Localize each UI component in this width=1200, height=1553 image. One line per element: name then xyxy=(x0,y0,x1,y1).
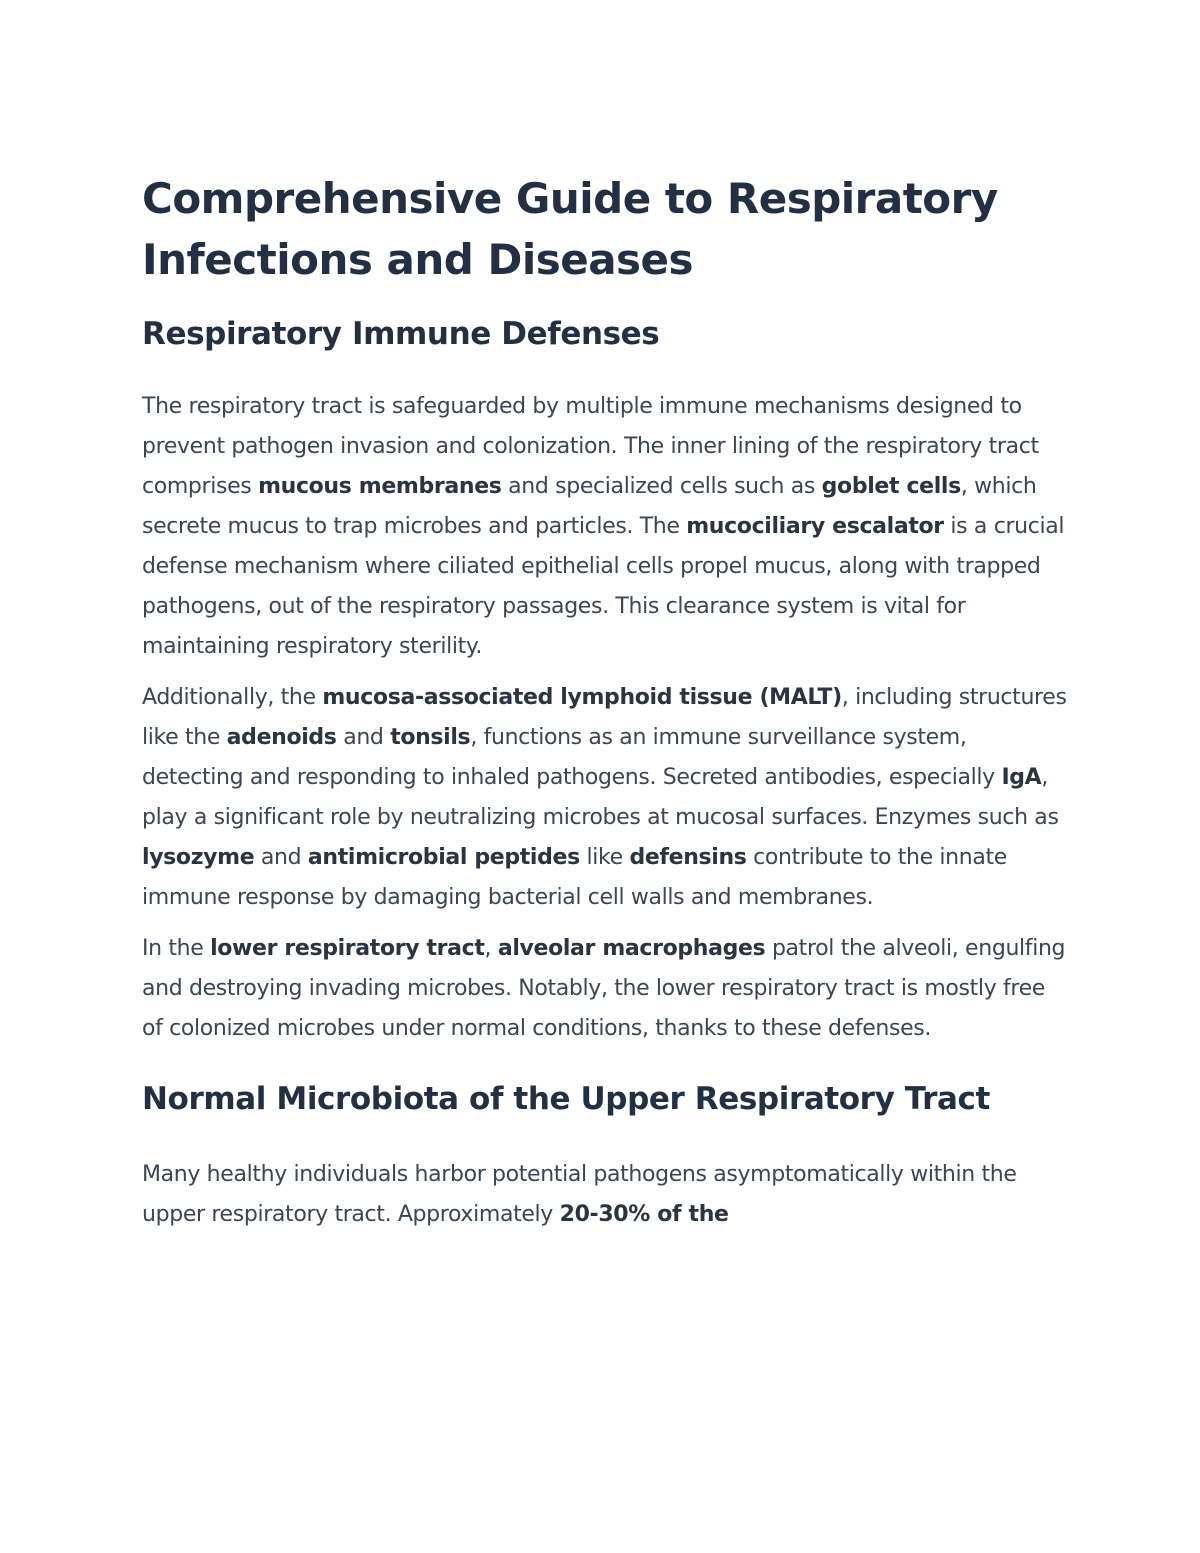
text-run: like xyxy=(579,845,630,870)
paragraph xyxy=(142,929,1072,1049)
text-run: and xyxy=(336,725,391,750)
text-run: and specialized cells such as xyxy=(501,474,822,499)
text-run: , including structures like the xyxy=(142,685,1067,750)
paragraph xyxy=(142,1155,1072,1235)
text-run: contribute to the innate immune response by damaging bacterial cell walls and membranes. xyxy=(142,845,1007,910)
bold-term: mucous membranes xyxy=(258,474,502,499)
bold-term: alveolar macrophages xyxy=(497,936,766,961)
bold-term: antimicrobial peptides xyxy=(307,845,580,870)
text-run: is a crucial defense mechanism where ciliated epithelial cells propel mucus, along with trapped pathogens, out of the respiratory passages. This clearance system is vital for maintaining respiratory sterility. xyxy=(142,514,1065,659)
section-heading-normal-microbiota: Normal Microbiota of the Upper Respiratory Tract xyxy=(142,1081,990,1117)
bold-term: lysozyme xyxy=(142,845,255,870)
bold-term: tonsils xyxy=(390,725,471,750)
document-title: Comprehensive Guide to Respiratory Infections and Diseases xyxy=(142,174,998,284)
text-run: , functions as an immune surveillance system, detecting and responding to inhaled pathogens. Secreted antibodies, especially xyxy=(142,725,1002,790)
bold-term: IgA xyxy=(1001,765,1042,790)
bold-term: 20-30% of the xyxy=(559,1202,729,1227)
text-run: Additionally, the xyxy=(142,685,323,710)
document-page xyxy=(142,168,1072,1235)
text-run: In the xyxy=(142,936,211,961)
text-run: , which secrete mucus to trap microbes and particles. The xyxy=(142,474,1037,539)
text-run: , play a significant role by neutralizing microbes at mucosal surfaces. Enzymes such as xyxy=(142,765,1059,830)
bold-term: adenoids xyxy=(226,725,337,750)
text-run: The respiratory tract is safeguarded by multiple immune mechanisms designed to prevent pathogen invasion and colonization. The inner lining of the respiratory tract comprises xyxy=(142,394,1039,499)
text-run: patrol the alveoli, engulfing and destroying invading microbes. Notably, the lower respiratory tract is mostly free of colonized microbes under normal conditions, thanks to these defenses. xyxy=(142,936,1066,1041)
bold-term: defensins xyxy=(629,845,747,870)
bold-term: goblet cells xyxy=(821,474,961,499)
bold-term: lower respiratory tract xyxy=(210,936,485,961)
text-run: , xyxy=(484,936,498,961)
text-run: and xyxy=(254,845,308,870)
paragraph xyxy=(142,387,1072,667)
bold-term: mucosa-associated lymphoid tissue (MALT) xyxy=(322,685,842,710)
bold-term: mucociliary escalator xyxy=(686,514,944,539)
paragraph xyxy=(142,678,1072,918)
section-heading-immune-defenses: Respiratory Immune Defenses xyxy=(142,316,660,352)
text-run: Many healthy individuals harbor potential pathogens asymptomatically within the upper respiratory tract. Approximately xyxy=(142,1162,1017,1227)
